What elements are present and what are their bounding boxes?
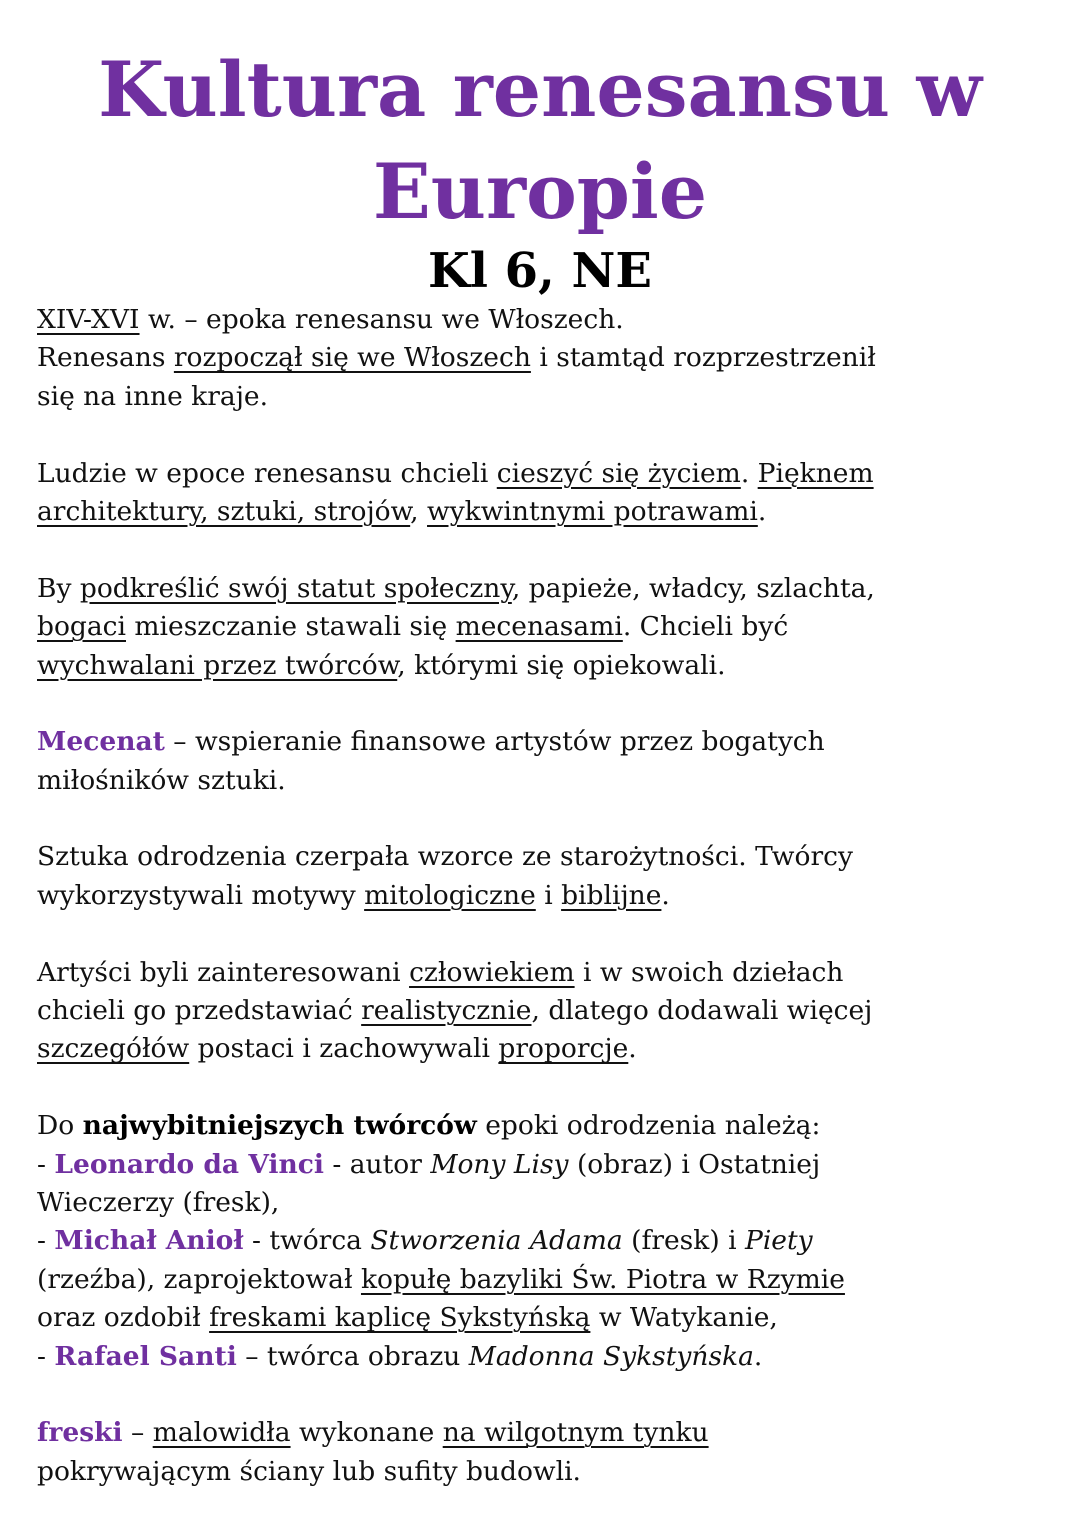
text-line — [37, 339, 1057, 377]
page-subtitle: Kl 6, NE — [428, 243, 652, 299]
page-title-line-1: Kultura renesansu w — [98, 45, 982, 134]
blank-line — [37, 685, 1057, 723]
text-segment: pokrywającym ściany lub sufity budowli. — [37, 1455, 581, 1487]
italic-title: Stworzenia Adama — [370, 1225, 623, 1257]
text-line — [37, 455, 1057, 493]
text-segment: postaci i zachowywali — [189, 1033, 499, 1065]
text-segment: By — [37, 572, 80, 604]
text-segment: . — [757, 495, 767, 527]
text-segment: wykonane — [290, 1417, 443, 1449]
italic-title: Mony Lisy — [430, 1148, 569, 1180]
text-line — [37, 992, 1057, 1030]
text-segment: (fresk) i — [622, 1225, 745, 1257]
text-segment: . — [753, 1340, 763, 1372]
text-segment: – wspieranie finansowe artystów przez bogatych — [164, 726, 825, 758]
text-segment: się na inne kraje. — [37, 380, 269, 412]
italic-title: Piety — [745, 1225, 813, 1257]
underlined-text: cieszyć się życiem — [496, 457, 741, 489]
underlined-text: wychwalani przez twórców — [37, 649, 398, 681]
text-segment: , którymi się opiekowali. — [397, 649, 726, 681]
text-line — [37, 1146, 1057, 1184]
blank-line — [37, 1069, 1057, 1107]
text-segment: . — [740, 457, 758, 489]
text-segment: Ludzie w epoce renesansu chcieli — [37, 457, 497, 489]
text-segment: , dlatego dodawali więcej — [531, 995, 873, 1027]
text-line — [37, 1299, 1057, 1337]
text-segment: i w swoich dziełach — [574, 956, 844, 988]
text-segment: - autor — [323, 1148, 431, 1180]
underlined-text: mitologiczne — [364, 879, 536, 911]
blank-line — [37, 915, 1057, 953]
underlined-text: freskami kaplicę Sykstyńską — [209, 1302, 591, 1334]
text-segment: (rzeźba), zaprojektował — [37, 1263, 361, 1295]
text-segment: – — [122, 1417, 153, 1449]
text-line — [37, 762, 1057, 800]
highlighted-term: Leonardo da Vinci — [54, 1148, 324, 1180]
text-line — [37, 1338, 1057, 1376]
text-segment: (obraz) i Ostatniej — [568, 1148, 821, 1180]
text-segment: . Chcieli być — [622, 611, 789, 643]
blank-line — [37, 416, 1057, 454]
highlighted-term: Michał Anioł — [54, 1225, 244, 1257]
underlined-text: kopułę bazyliki Św. Piotra w Rzymie — [360, 1263, 845, 1295]
page-title-line-2: Europie — [372, 147, 708, 236]
underlined-text: proporcje — [498, 1033, 629, 1065]
text-segment: w. – epoka renesansu we Włoszech. — [139, 304, 624, 335]
highlighted-term: Mecenat — [37, 726, 165, 758]
text-line — [37, 1184, 1057, 1222]
text-segment: - — [37, 1340, 55, 1372]
underlined-text: szczegółów — [37, 1033, 190, 1065]
underlined-text: architektury, sztuki, strojów — [37, 495, 411, 527]
text-segment: Wieczerzy (fresk), — [37, 1186, 280, 1218]
text-segment: wykorzystywali motywy — [37, 879, 365, 911]
text-segment: - — [37, 1148, 55, 1180]
text-segment: , — [410, 495, 428, 527]
text-line — [37, 378, 1057, 416]
underlined-text: malowidła — [152, 1417, 291, 1449]
blank-line — [37, 800, 1057, 838]
text-line — [37, 1030, 1057, 1068]
text-line — [37, 1107, 1057, 1145]
text-line — [37, 723, 1057, 761]
text-segment: w Watykanie, — [590, 1302, 778, 1334]
underlined-text: człowiekiem — [409, 956, 575, 988]
underlined-text: mecenasami — [455, 611, 623, 643]
text-segment: – twórca obrazu — [236, 1340, 469, 1372]
text-segment: Renesans — [37, 342, 174, 374]
underlined-text: XIV-XVI — [37, 304, 140, 335]
underlined-text: realistycznie — [361, 995, 532, 1027]
underlined-text: rozpoczął się we Włoszech — [173, 342, 531, 374]
text-segment: . — [661, 879, 670, 911]
italic-title: Madonna Sykstyńska — [468, 1340, 754, 1372]
text-line — [37, 301, 1057, 339]
text-segment: i stamtąd rozprzestrzenił — [530, 342, 876, 374]
bold-text: najwybitniejszych twórców — [82, 1110, 477, 1142]
text-line — [37, 493, 1057, 531]
text-line — [37, 570, 1057, 608]
underlined-text: bogaci — [37, 611, 126, 643]
text-line — [37, 1414, 1057, 1452]
text-segment: - twórca — [243, 1225, 371, 1257]
underlined-text: wykwintnymi potrawami — [427, 495, 758, 527]
text-segment: epoki odrodzenia należą: — [476, 1110, 821, 1142]
text-segment: i — [535, 879, 562, 911]
text-segment: chcieli go przedstawiać — [37, 995, 362, 1027]
underlined-text: Pięknem — [757, 457, 874, 489]
underlined-text: biblijne — [561, 879, 662, 911]
text-line — [37, 954, 1057, 992]
text-segment: Artyści byli zainteresowani — [37, 956, 410, 988]
text-line — [37, 877, 1057, 915]
text-line — [37, 1453, 1057, 1491]
blank-line — [37, 1376, 1057, 1414]
text-line — [37, 1222, 1057, 1260]
text-segment: Sztuka odrodzenia czerpała wzorce ze starożytności. Twórcy — [37, 841, 853, 873]
text-segment: . — [628, 1033, 637, 1065]
text-segment: mieszczanie stawali się — [126, 611, 456, 643]
text-segment: - — [37, 1225, 55, 1257]
text-segment: oraz ozdobił — [37, 1302, 210, 1334]
text-segment: Do — [37, 1110, 83, 1142]
underlined-text: podkreślić swój statut społeczny — [79, 572, 512, 604]
blank-line — [37, 531, 1057, 569]
text-line — [37, 838, 1057, 876]
text-line — [37, 1261, 1057, 1299]
text-segment: miłośników sztuki. — [37, 764, 286, 796]
highlighted-term: Rafael Santi — [54, 1340, 237, 1372]
text-line — [37, 647, 1057, 685]
underlined-text: na wilgotnym tynku — [442, 1417, 709, 1449]
text-segment: , papieże, władcy, szlachta, — [511, 572, 875, 604]
highlighted-term: freski — [37, 1417, 123, 1449]
document-body — [37, 301, 1057, 1491]
text-line — [37, 608, 1057, 646]
